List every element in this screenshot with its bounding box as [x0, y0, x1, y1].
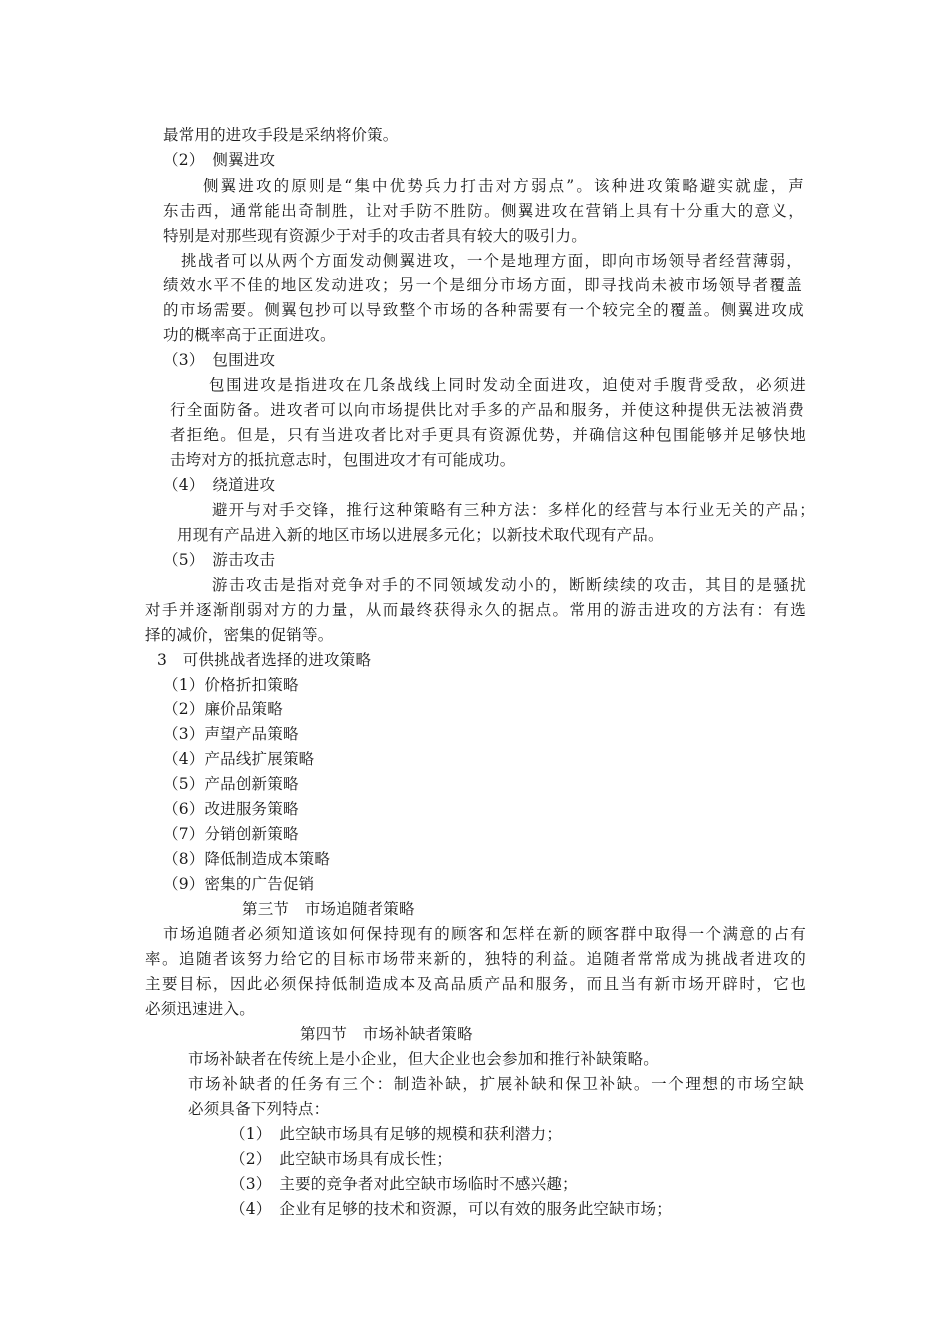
subsection-heading: （2） 侧翼进攻 [163, 151, 276, 169]
paragraph-line: 必须具备下列特点： [188, 1100, 330, 1118]
paragraph-line: 市场追随者必须知道该如何保持现有的顾客和怎样在新的顾客群中取得一个满意的占有 [163, 925, 806, 943]
paragraph-line: 行全面防备。进攻者可以向市场提供比对手多的产品和服务，并使这种提供无法被消费 [170, 401, 804, 419]
paragraph-line: 功的概率高于正面进攻。 [163, 326, 336, 344]
list-item: （4）产品线扩展策略 [163, 750, 315, 768]
paragraph-line: 绩效水平不佳的地区发动进攻；另一个是细分市场方面，即寻找尚未被市场领导者覆盖 [163, 276, 802, 294]
paragraph-line: 率。追随者该努力给它的目标市场带来新的，独特的利益。追随者常常成为挑战者进攻的 [145, 950, 806, 968]
paragraph-line: 用现有产品进入新的地区市场以进展多元化；以新技术取代现有产品。 [177, 526, 664, 544]
list-item: （3）声望产品策略 [163, 725, 299, 743]
paragraph-line: 择的减价，密集的促销等。 [145, 626, 334, 644]
paragraph-line: 市场补缺者在传统上是小企业，但大企业也会参加和推行补缺策略。 [188, 1050, 660, 1068]
paragraph-line: 击垮对方的抵抗意志时，包围进攻才有可能成功。 [170, 451, 516, 469]
paragraph-line: 市场补缺者的任务有三个：制造补缺，扩展补缺和保卫补缺。一个理想的市场空缺 [188, 1075, 804, 1093]
section-heading: 3 可供挑战者选择的进攻策略 [157, 651, 372, 669]
paragraph-line: 必须迅速进入。 [145, 1000, 255, 1018]
list-item: （8）降低制造成本策略 [163, 850, 331, 868]
paragraph-line: 游击攻击是指对竞争对手的不同领域发动小的，断断续续的攻击，其目的是骚扰 [212, 576, 806, 594]
list-item: （2） 此空缺市场具有成长性； [230, 1150, 453, 1168]
list-item: （1） 此空缺市场具有足够的规模和获利潜力； [230, 1125, 563, 1143]
subsection-heading: （3） 包围进攻 [163, 351, 276, 369]
paragraph-line: 侧翼进攻的原则是“集中优势兵力打击对方弱点”。该种进攻策略避实就虚，声 [203, 177, 804, 195]
paragraph-line: 对手并逐渐削弱对方的力量，从而最终获得永久的据点。常用的游击进攻的方法有：有选 [145, 601, 806, 619]
section-title: 第四节 市场补缺者策略 [300, 1025, 473, 1043]
subsection-heading: （5） 游击攻击 [163, 551, 276, 569]
list-item: （4） 企业有足够的技术和资源，可以有效的服务此空缺市场； [230, 1200, 672, 1218]
paragraph-line: 包围进攻是指进攻在几条战线上同时发动全面进攻，迫使对手腹背受敌，必须进 [209, 376, 806, 394]
subsection-heading: （4） 绕道进攻 [163, 476, 276, 494]
paragraph-line: 主要目标，因此必须保持低制造成本及高品质产品和服务，而且当有新市场开辟时，它也 [145, 975, 806, 993]
paragraph-line: 挑战者可以从两个方面发动侧翼进攻，一个是地理方面，即向市场领导者经营薄弱， [181, 252, 802, 270]
text-line: 最常用的进攻手段是采纳将价策。 [163, 126, 399, 144]
list-item: （6）改进服务策略 [163, 800, 299, 818]
paragraph-line: 特别是对那些现有资源少于对手的攻击者具有较大的吸引力。 [163, 227, 587, 245]
paragraph-line: 避开与对手交锋，推行这种策略有三种方法：多样化的经营与本行业无关的产品； [212, 501, 815, 519]
paragraph-line: 的市场需要。侧翼包抄可以导致整个市场的各种需要有一个较完全的覆盖。侧翼进攻成 [163, 301, 804, 319]
list-item: （1）价格折扣策略 [163, 676, 299, 694]
list-item: （3） 主要的竞争者对此空缺市场临时不感兴趣； [230, 1175, 578, 1193]
section-title: 第三节 市场追随者策略 [242, 900, 415, 918]
paragraph-line: 东击西，通常能出奇制胜，让对手防不胜防。侧翼进攻在营销上具有十分重大的意义， [163, 202, 804, 220]
paragraph-line: 者拒绝。但是，只有当进攻者比对手更具有资源优势，并确信这种包围能够并足够快地 [170, 426, 806, 444]
list-item: （9）密集的广告促销 [163, 875, 315, 893]
list-item: （5）产品创新策略 [163, 775, 299, 793]
list-item: （2）廉价品策略 [163, 700, 283, 718]
list-item: （7）分销创新策略 [163, 825, 299, 843]
